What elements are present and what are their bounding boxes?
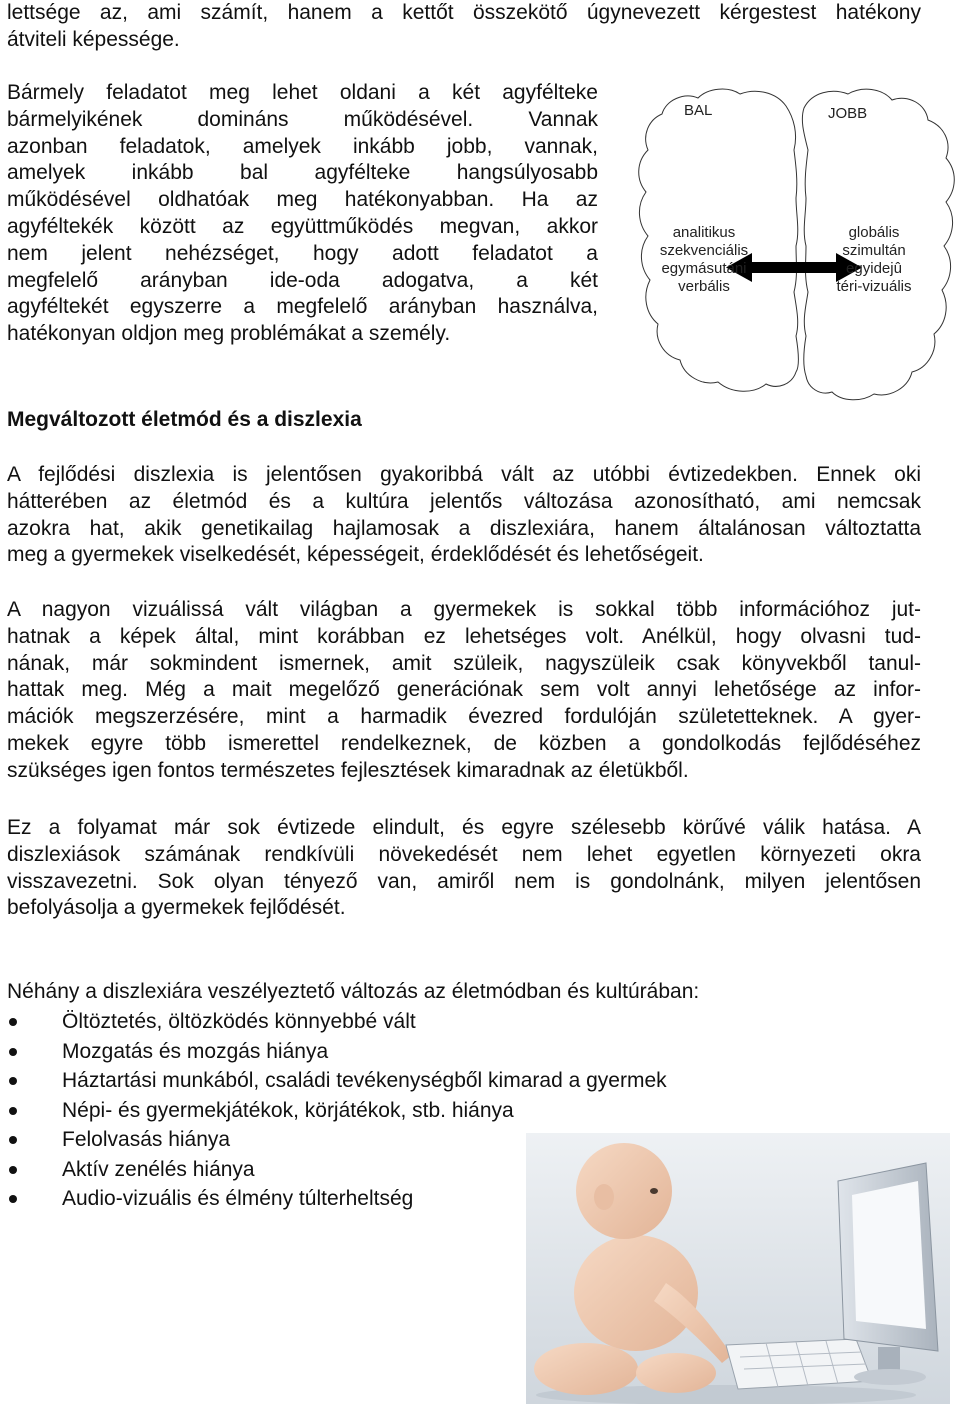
section-heading: Megváltozott életmód és a diszlexia xyxy=(7,408,362,431)
baby-at-computer-photo xyxy=(526,1133,950,1404)
intro-paragraph xyxy=(7,0,921,54)
text-line: azonban feladatok, amelyek inkább jobb, vannak, xyxy=(7,134,598,158)
list-item xyxy=(7,1066,667,1096)
text-line: hatnak a képek által, mint korábban ez lehetséges volt. Anélkül, hogy olvasni tud- xyxy=(7,624,921,648)
list-item-text: Mozgatás és mozgás hiánya xyxy=(62,1039,329,1063)
text-line: agyféltekék között az együttműködés megvan, akkor xyxy=(7,214,598,238)
right-traits-list xyxy=(822,224,926,296)
bullet-icon xyxy=(9,1195,17,1203)
left-trait: verbális xyxy=(678,278,730,295)
text-line: nának, már sokmindent ismernek, amit szüleik, nagyszüleik csak könyvekből tanul- xyxy=(7,651,921,675)
brain-hemisphere-diagram xyxy=(636,86,958,402)
bullet-icon xyxy=(9,1018,17,1026)
text-line: lettsége az, ami számít, hanem a kettőt összekötő úgynevezett kérgestest hatékony xyxy=(7,1,921,24)
list-item xyxy=(7,1007,667,1037)
left-trait: egymásutáni xyxy=(661,260,747,277)
right-trait: téri-vizuális xyxy=(836,278,912,295)
text-line: meg a gyermekek viselkedését, képességeit, érdeklődését és lehetőségeit. xyxy=(7,543,704,567)
text-line: működésével oldhatóak meg hatékonyabban. Ha az xyxy=(7,188,598,212)
text-line: bármelyikének domináns működésével. Vannak xyxy=(7,107,598,131)
bullet-icon xyxy=(9,1077,17,1085)
text-line: hatékonyan oldjon meg problémákat a személy. xyxy=(7,322,451,346)
text-line: befolyásolja a gyermekek fejlődését. xyxy=(7,896,346,920)
left-trait: analitikus xyxy=(672,224,736,241)
text-line: agyféltekét egyszerre a megfelelő arányban használva, xyxy=(7,295,598,319)
text-line: mekek egyre több ismerettel rendelkeznek, de közben a gondolkodás fejlődéséhez xyxy=(7,731,921,755)
hemisphere-paragraph xyxy=(7,80,598,348)
list-item-text: Audio-vizuális és élmény túlterheltség xyxy=(62,1187,414,1210)
list-item-text: Háztartási munkából, családi tevékenységből kimarad a gyermek xyxy=(62,1069,667,1092)
list-intro: Néhány a diszlexiára veszélyeztető változás az életmódban és kultúrában: xyxy=(7,980,700,1003)
bullet-icon xyxy=(9,1166,17,1174)
left-traits-list xyxy=(654,224,754,296)
text-line: azokra hat, akik genetikailag hajlamosak a diszlexiára, hanem általánosan változtatta xyxy=(7,516,921,540)
body-paragraph xyxy=(7,597,921,785)
right-trait: globális xyxy=(848,224,900,241)
text-line: Ez a folyamat már sok évtizede elindult, és egyre szélesebb körűvé válik hatása. A xyxy=(7,816,921,839)
bullet-icon xyxy=(9,1136,17,1144)
body-paragraph xyxy=(7,815,921,922)
list-item-text: Aktív zenélés hiánya xyxy=(62,1157,255,1181)
text-line: diszlexiások számának rendkívüli növekedését nem lehet egyetlen környezeti okra xyxy=(7,842,921,866)
list-item-text: Felolvasás hiánya xyxy=(62,1128,231,1151)
text-line: hátterében az életmód és a kultúra jelentős változása azonosítható, ami nemcsak xyxy=(7,489,921,513)
left-hemisphere-title: BAL xyxy=(684,102,713,119)
text-line: hattak meg. Még a mait megelőző generációnak sem volt annyi lehetősége az infor- xyxy=(7,678,921,702)
text-line: szükséges igen fontos természetes fejlesztések kimaradnak az életükből. xyxy=(7,758,689,782)
list-item-text: Öltöztetés, öltözködés könnyebbé vált xyxy=(62,1010,416,1033)
list-item xyxy=(7,1037,667,1067)
baby-computer-image xyxy=(526,1133,950,1404)
bullet-icon xyxy=(9,1048,17,1056)
text-line: amelyek inkább bal agyfélteke hangsúlyosabb xyxy=(7,161,598,185)
left-trait: szekvenciális xyxy=(659,242,749,259)
right-trait: egyidejû xyxy=(846,260,902,277)
text-line: mációk megszerzésére, mint a harmadik évezred fordulóján születetteknek. A gyer- xyxy=(7,705,921,729)
bullet-icon xyxy=(9,1107,17,1115)
text-line: visszavezetni. Sok olyan tényező van, amiről nem is gondolnánk, milyen jelentősen xyxy=(7,869,921,893)
text-line: A fejlődési diszlexia is jelentősen gyakoribbá vált az utóbbi évtizedekben. Ennek oki xyxy=(7,463,921,486)
list-item xyxy=(7,1096,667,1126)
right-hemisphere-title: JOBB xyxy=(828,105,868,122)
body-paragraph xyxy=(7,462,921,569)
text-line: Bármely feladatot meg lehet oldani a két agyfélteke xyxy=(7,81,598,104)
list-item-text: Népi- és gyermekjátékok, körjátékok, stb. hiánya xyxy=(62,1098,514,1122)
text-line: átviteli képessége. xyxy=(7,27,180,51)
text-line: A nagyon vizuálissá vált világban a gyermekek is sokkal több információhoz jut- xyxy=(7,598,921,621)
text-line: nem jelent nehézséget, hogy adott feladatot a xyxy=(7,241,598,265)
right-trait: szimultán xyxy=(842,242,906,259)
text-line: megfelelő arányban ide-oda adogatva, a két xyxy=(7,268,598,292)
